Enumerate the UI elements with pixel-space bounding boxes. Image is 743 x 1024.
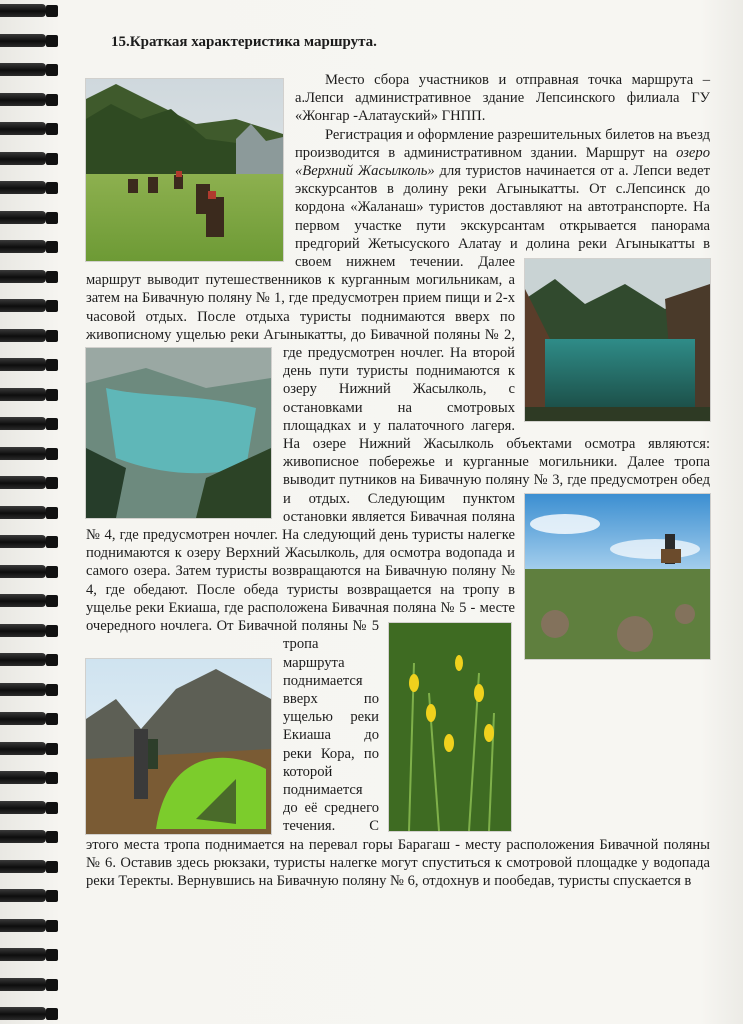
route-description — [86, 71, 710, 890]
binding-ring — [0, 329, 46, 342]
binding-hole — [46, 890, 58, 902]
binding-ring — [0, 152, 46, 165]
turquoise-lake-aerial-photo — [86, 348, 271, 518]
binding-ring — [0, 270, 46, 283]
binding-ring — [0, 594, 46, 607]
binding-ring — [0, 683, 46, 696]
spiral-binding — [0, 0, 60, 1024]
page-title: 15.Краткая характеристика маршрута. — [111, 34, 377, 50]
binding-ring — [0, 948, 46, 961]
binding-ring — [0, 34, 46, 47]
binding-ring — [0, 653, 46, 666]
binding-hole — [46, 802, 58, 814]
binding-ring — [0, 181, 46, 194]
binding-hole — [46, 5, 58, 17]
binding-hole — [46, 35, 58, 47]
binding-hole — [46, 359, 58, 371]
binding-ring — [0, 388, 46, 401]
binding-hole — [46, 64, 58, 76]
route-text-1: Регистрация и оформление разрешительных билетов на въезд производится в административном здании. Маршрут на — [295, 126, 710, 161]
binding-hole — [46, 212, 58, 224]
binding-hole — [46, 831, 58, 843]
binding-ring — [0, 742, 46, 755]
binding-hole — [46, 153, 58, 165]
binding-hole — [46, 182, 58, 194]
binding-hole — [46, 625, 58, 637]
binding-ring — [0, 476, 46, 489]
binding-ring — [0, 122, 46, 135]
binding-hole — [46, 713, 58, 725]
binding-hole — [46, 920, 58, 932]
binding-ring — [0, 358, 46, 371]
binding-hole — [46, 507, 58, 519]
binding-hole — [46, 979, 58, 991]
binding-hole — [46, 123, 58, 135]
yellow-tulips-photo — [389, 623, 511, 831]
binding-ring — [0, 801, 46, 814]
binding-ring — [0, 978, 46, 991]
lake-name-italic: озеро «Верхний Жасылколь» — [295, 144, 710, 180]
binding-hole — [46, 536, 58, 548]
binding-ring — [0, 919, 46, 932]
binding-hole — [46, 595, 58, 607]
binding-hole — [46, 448, 58, 460]
binding-ring — [0, 93, 46, 106]
binding-hole — [46, 566, 58, 578]
binding-ring — [0, 240, 46, 253]
binding-ring — [0, 535, 46, 548]
binding-ring — [0, 889, 46, 902]
binding-hole — [46, 271, 58, 283]
binding-ring — [0, 712, 46, 725]
binding-ring — [0, 299, 46, 312]
binding-ring — [0, 624, 46, 637]
binding-ring — [0, 4, 46, 17]
binding-ring — [0, 447, 46, 460]
riders-meadow-photo — [86, 79, 283, 261]
binding-hole — [46, 330, 58, 342]
binding-hole — [46, 418, 58, 430]
mountain-lake-photo — [525, 259, 710, 421]
binding-ring — [0, 63, 46, 76]
binding-hole — [46, 94, 58, 106]
binding-hole — [46, 949, 58, 961]
binding-hole — [46, 772, 58, 784]
hiker-tent-photo — [86, 659, 271, 834]
paragraph-meeting-point: Место сбора участников и отправная точка маршрута – а.Лепси административное здание Лепсинского филиала ГУ «Жонгар -Алатауский» ГНПП. — [295, 72, 710, 125]
binding-ring — [0, 1007, 46, 1020]
binding-hole — [46, 654, 58, 666]
horseman-meadow-photo — [525, 494, 710, 659]
binding-ring — [0, 506, 46, 519]
binding-hole — [46, 684, 58, 696]
binding-ring — [0, 830, 46, 843]
binding-ring — [0, 771, 46, 784]
binding-ring — [0, 565, 46, 578]
binding-ring — [0, 211, 46, 224]
route-text-2: для туристов начинается от а. Лепси ведет экскурсантов в долину реки Агыныкатты. От с.Лепсинск до кордона «Жаланаш» туристов доставляют на автотранспорте. На первом участке пути экскурсантам открывается панорама предгорий Жетысуского Алатау и долина реки Агыныкатты в своем нижнем течении. Далее маршрут выводит путешественников к курганным могильникам, а затем на Бивачную поляну № 1, где предусмотрен прием пищи и 2-х часовой отдых. После отдыха туристы поднимаются вверх по живописному ущелью реки Агыныкатты, до Бивачной поляны № 2, где предусмотрен ночлег. На второй день пути туристы поднимаются к озеру Нижний Жасылколь, с остановками на смотровых площадках и у палаточного лагеря. На озере Нижний Жасылколь объектами осмотра являются: живописное побережье и курганные могильники. Далее тропа выводит путников на Бивачную поляну № 3, где предусмотрен обед и отдых. Следующим пунктом остановки является Бивачная поляна № 4, где предусмотрен ночлег. На следующий день туристы налегке поднимаются к озеру Верхний Жасылколь, для осмотра водопада и самого озера. Затем туристы возвращаются на Бивачную поляну № 4, где обедают. После обеда туристы возвращается на тропу в ущелье реки Екиаша, где расположена Бивачная поляна № 5 - месте очередного ночлега. От Бивачной поляны № 5 тропа маршрута поднимается вверх по ущелью реки Екиаша до реки Кора, по которой поднимается до её среднего течения. С этого места тропа поднимается на перевал горы Барагаш - месту расположения Бивачной поляны № 6. Оставив здесь рюкзаки, туристы налегке могут спуститься к смотровой площадке у водопада реки Теректы. Вернувшись на Бивачную поляну № 6, отдохнув и пообедав, туристы спускается в — [86, 163, 710, 889]
binding-hole — [46, 300, 58, 312]
binding-ring — [0, 417, 46, 430]
binding-hole — [46, 861, 58, 873]
binding-hole — [46, 1008, 58, 1020]
binding-hole — [46, 241, 58, 253]
binding-hole — [46, 389, 58, 401]
binding-ring — [0, 860, 46, 873]
binding-hole — [46, 477, 58, 489]
binding-hole — [46, 743, 58, 755]
